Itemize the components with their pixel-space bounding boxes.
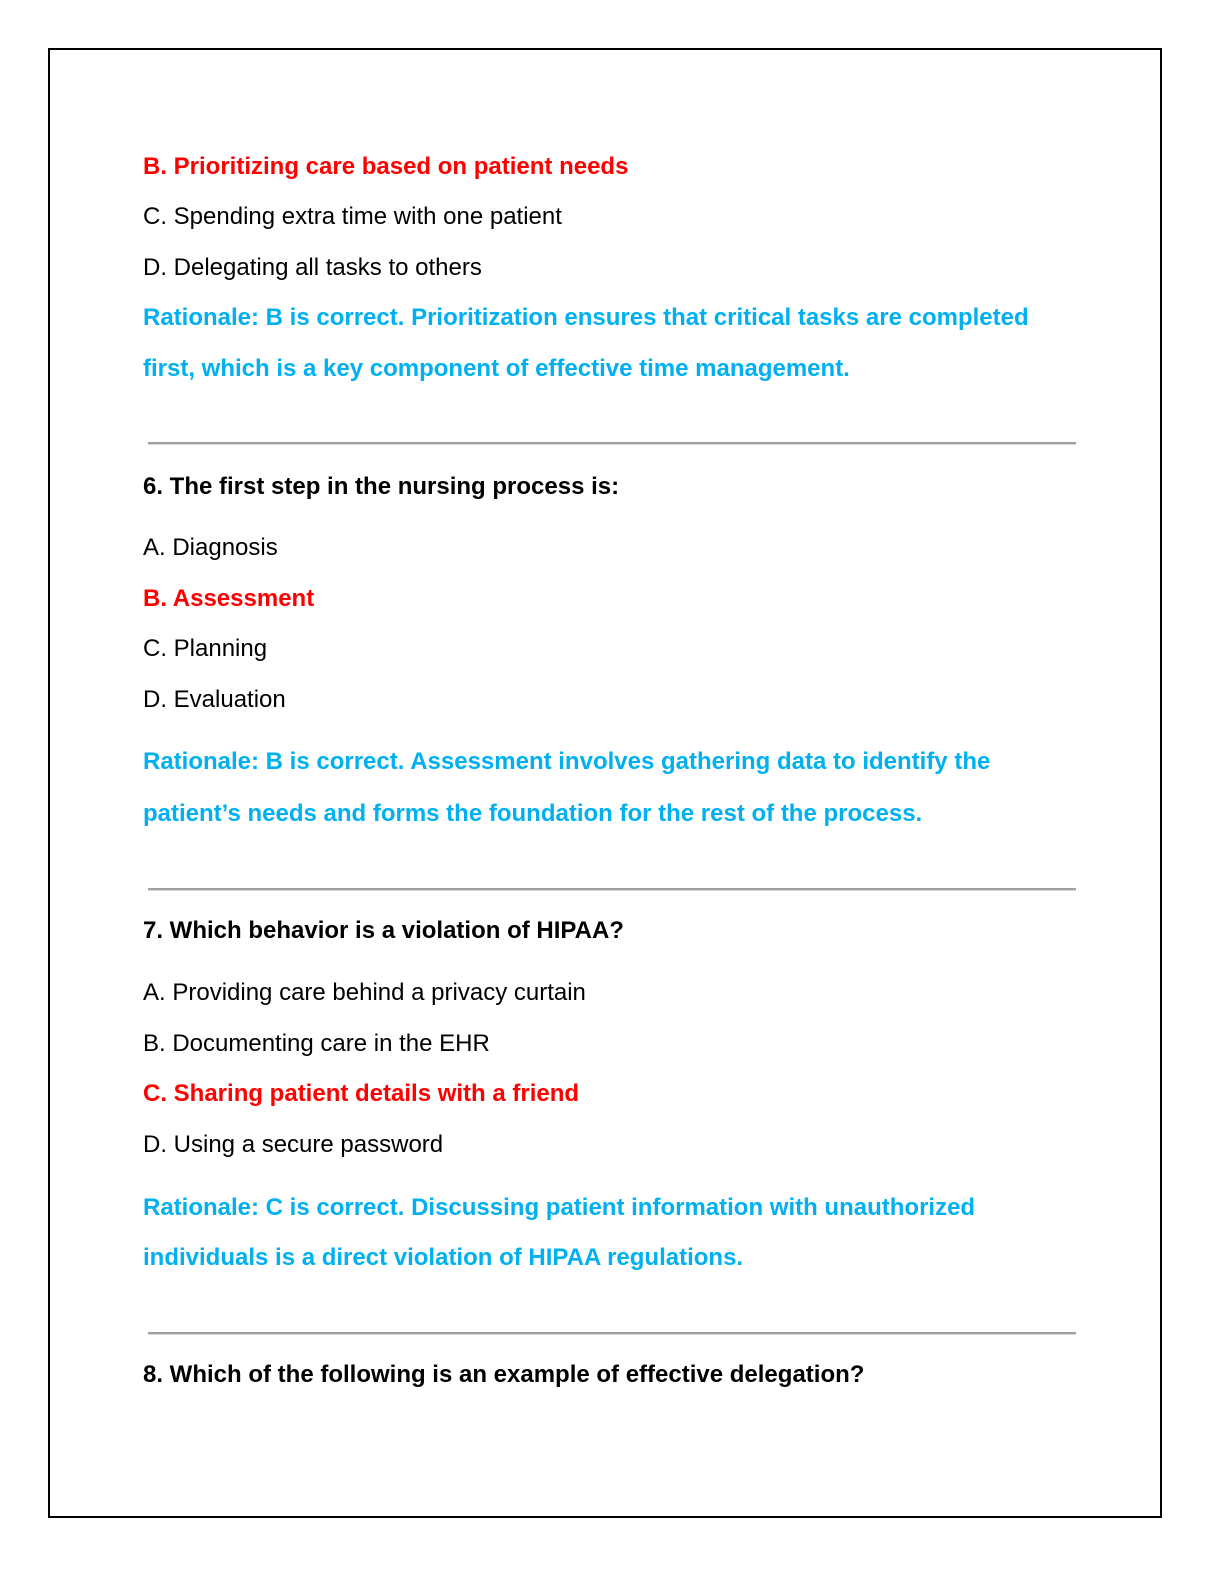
q5-rationale-line1: Rationale: B is correct. Prioritization ensures that critical tasks are completed <box>143 304 1029 331</box>
divider-2 <box>148 888 1076 891</box>
q7-option-a: A. Providing care behind a privacy curtain <box>143 979 586 1006</box>
divider-1 <box>148 442 1076 445</box>
q8-question: 8. Which of the following is an example of effective delegation? <box>143 1361 865 1388</box>
q7-rationale-line1: Rationale: C is correct. Discussing patient information with unauthorized <box>143 1194 976 1221</box>
q5-option-b-correct: B. Prioritizing care based on patient needs <box>143 153 629 180</box>
q5-option-d: D. Delegating all tasks to others <box>143 254 482 281</box>
q7-rationale-line2: individuals is a direct violation of HIPAA regulations. <box>143 1244 744 1271</box>
divider-3 <box>148 1332 1076 1335</box>
q7-option-d: D. Using a secure password <box>143 1131 444 1158</box>
q6-option-a: A. Diagnosis <box>143 534 278 561</box>
q7-option-c-correct: C. Sharing patient details with a friend <box>143 1080 580 1107</box>
q6-question: 6. The first step in the nursing process is: <box>143 473 620 500</box>
q5-option-c: C. Spending extra time with one patient <box>143 203 562 230</box>
q6-option-b-correct: B. Assessment <box>143 585 315 612</box>
q7-option-b: B. Documenting care in the EHR <box>143 1030 490 1057</box>
q5-rationale-line2: first, which is a key component of effective time management. <box>143 355 850 382</box>
q6-option-d: D. Evaluation <box>143 686 286 713</box>
q6-rationale-line2: patient’s needs and forms the foundation for the rest of the process. <box>143 800 923 827</box>
q7-question: 7. Which behavior is a violation of HIPAA? <box>143 917 624 944</box>
q6-rationale-line1: Rationale: B is correct. Assessment involves gathering data to identify the <box>143 748 991 775</box>
q6-option-c: C. Planning <box>143 635 268 662</box>
